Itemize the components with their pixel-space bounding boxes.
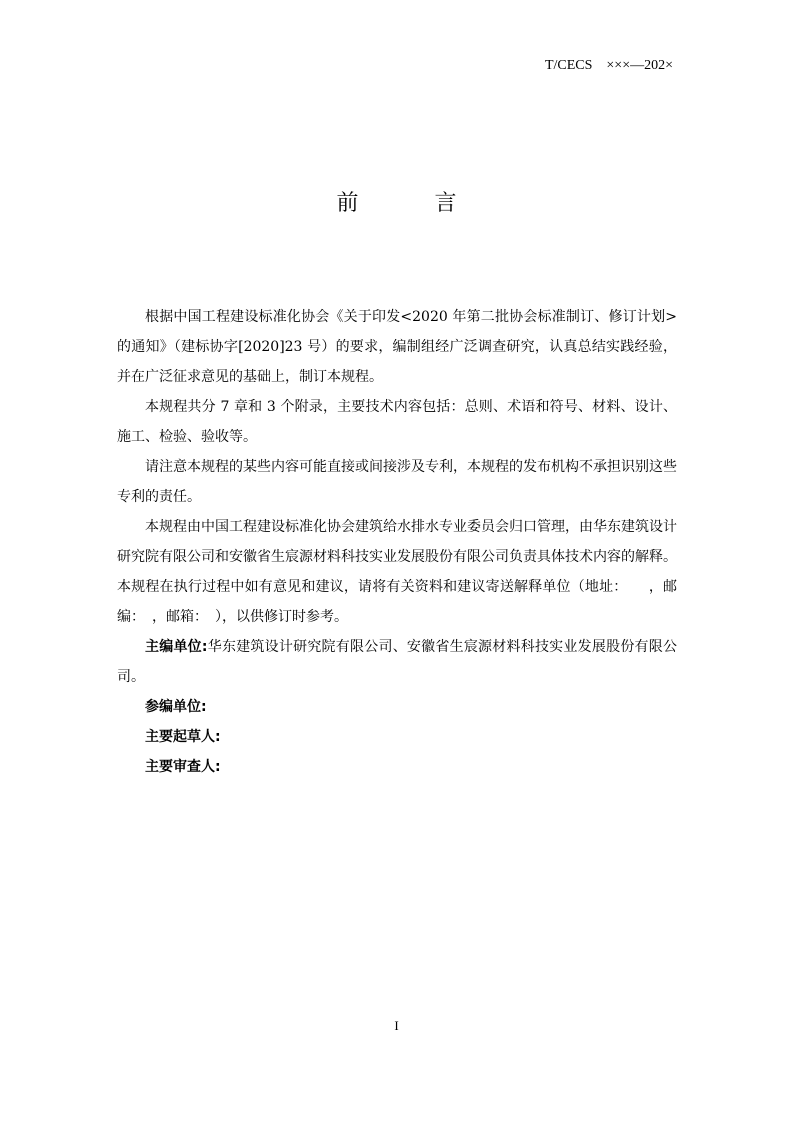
participating-units-label: 参编单位: bbox=[145, 699, 207, 715]
chief-units-line bbox=[117, 632, 677, 692]
page-title bbox=[0, 186, 793, 217]
main-drafters-label: 主要起草人: bbox=[145, 729, 221, 745]
chief-units-value: 华东建筑设计研究院有限公司、安徽省生宸源材料科技实业发展股份有限公司。 bbox=[117, 639, 677, 685]
main-reviewers-line bbox=[117, 752, 677, 782]
participating-units-line bbox=[117, 692, 677, 722]
page-title-char-2: 言 bbox=[434, 191, 457, 216]
standard-number: ×××—202× bbox=[606, 58, 673, 73]
standard-code-header bbox=[545, 58, 673, 74]
main-reviewers-label: 主要审查人: bbox=[145, 759, 221, 775]
preface-paragraph-4: 本规程由中国工程建设标准化协会建筑给水排水专业委员会归口管理，由华东建筑设计研究院有限公司和安徽省生宸源材料科技实业发展股份有限公司负责具体技术内容的解释。本规程在执行过程中如有意见和建议，请将有关资料和建议寄送解释单位（地址： ，邮编： ，邮箱： ），以供修订时参考。 bbox=[117, 519, 677, 625]
standard-prefix: T/CECS bbox=[544, 58, 593, 73]
preface-body bbox=[117, 302, 677, 782]
preface-paragraph-1: 根据中国工程建设标准化协会《关于印发<2020 年第二批协会标准制订、修订计划>的通知》（建标协字[2020]23 号）的要求，编制组经广泛调查研究，认真总结实践经验，并在广泛征求意见的基础上，制订本规程。 bbox=[117, 309, 677, 385]
preface-paragraph-2: 本规程共分 7 章和 3 个附录，主要技术内容包括：总则、术语和符号、材料、设计、施工、检验、验收等。 bbox=[117, 399, 677, 445]
page-title-char-1: 前 bbox=[336, 191, 359, 216]
page-number: I bbox=[394, 1018, 399, 1033]
preface-paragraph-3: 请注意本规程的某些内容可能直接或间接涉及专利，本规程的发布机构不承担识别这些专利的责任。 bbox=[117, 459, 677, 505]
chief-units-label: 主编单位: bbox=[145, 639, 208, 655]
main-drafters-line bbox=[117, 722, 677, 752]
